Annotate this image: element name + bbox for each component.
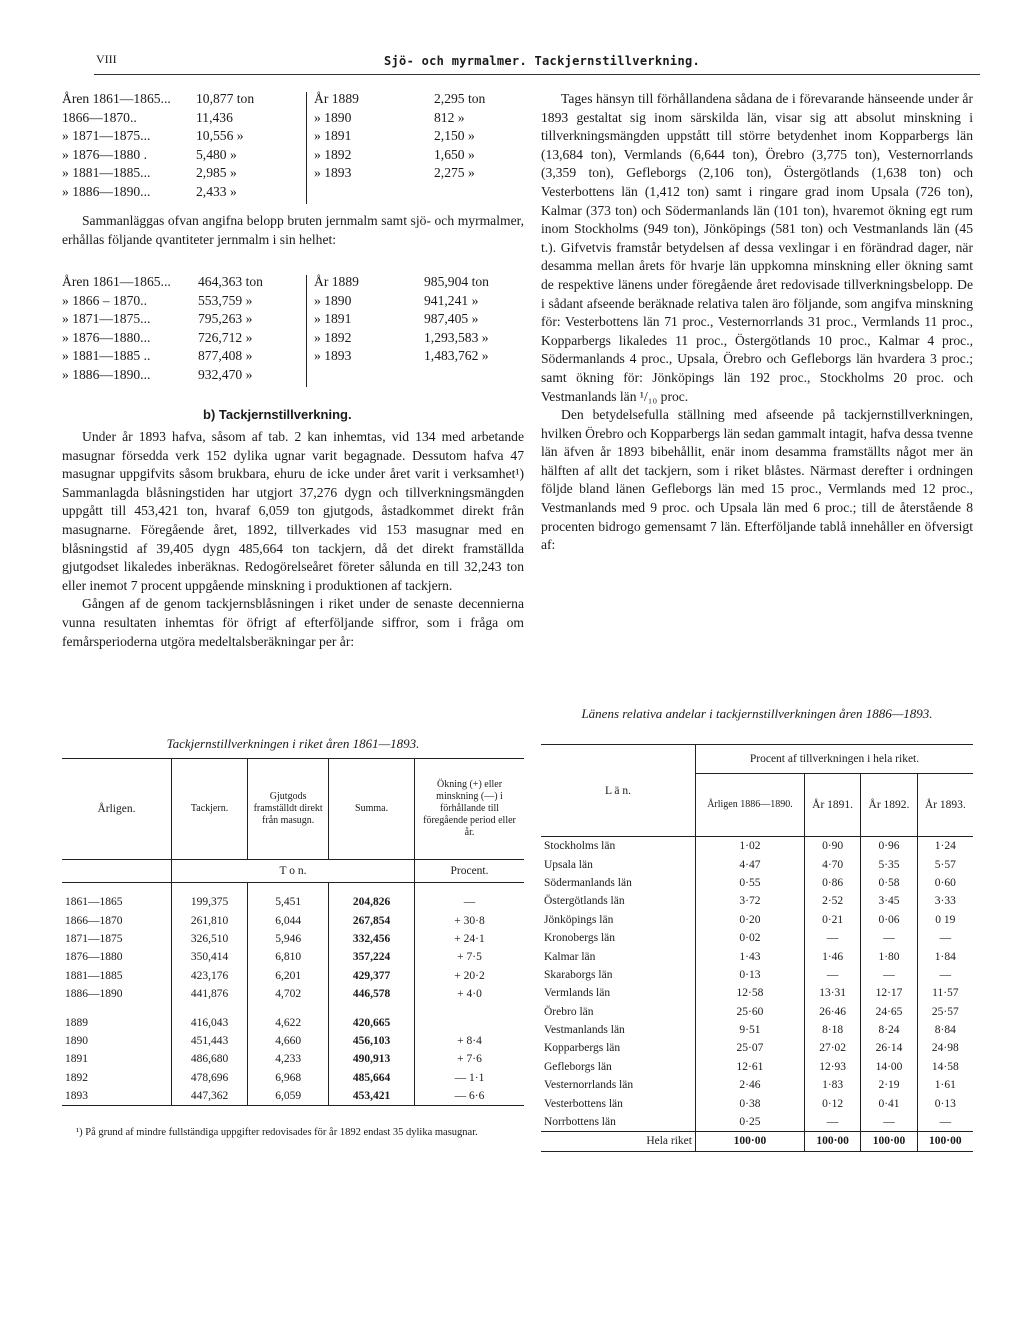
list-period: » 1881—1885 ..: [62, 348, 151, 364]
table-row: [62, 967, 524, 985]
list-value: 464,363 ton: [198, 274, 263, 289]
paragraph-text: Tages hänsyn till förhållandena sådana de i förevarande hänseende under år 1893 gestaltat sig inom särskilda län, visar sig att absolut minskning i tillverkningsmängden uppstått till större betydenhet inom Kopparbergs län (13,684 ton), Vermlands (6,644 ton), Örebro (3,775 ton), Vesternorrlands (3,359 ton), Gefleborgs (2,106 ton), Östergötlands (1,638 ton) och Vesterbottens län (1,412 ton) samt i ringare grad inom Upsala (726 ton), Kalmar (373 ton) och Södermanlands län (101 ton), hvaremot ökning egt rum inom Stockholms (949 ton), Jönköpings (581 ton) och Vestmanlands län (45 t.). Gifvetvis framstår betydelsen af dessa vexlingar i en förändrad dager, när desamma mellan årets för hvarje län uppkomna minskning eller ökning samt de respektive länens under föregående året redovisade tillverkningsbelopp. De i sådant afseende beräknade relativa talen äro följande, som angifva minskning för: Vesterbottens län 71 proc., Vesternorrlands 31 proc., Vermlands 11 proc., Kopparbergs likaledes 11 proc., Östergötlands 10 proc., Kalmar 4 proc., Södermanlands 4 proc., Upsala, Örebro och Gefleborgs län hvardera 3 proc.; samt ökning för: Jönköpings län 192 proc., Stockholms 20 proc. och Vestmanlands län ¹/₁₀ proc.: [541, 91, 973, 404]
paragraph-text: Gången af de genom tackjernsblåsningen i riket under de senaste decennierna vunna resultaten inhemtas för öfrigt af efterföljande siffror, som i fråga om femårsperioderna utgöra medeltalsberäkningar per år:: [62, 596, 524, 649]
table-cell: 1·24: [934, 840, 956, 853]
table-cell: 6,968: [248, 1069, 329, 1087]
table-cell: Vestmanlands län: [541, 1021, 696, 1039]
paragraph-text: Under år 1893 hafva, såsom af tab. 2 kan inhemtas, vid 134 med arbetande masugnar försedda verk 152 dylika ugnar varit begagnade. Dessutom hafva 47 masugnar uppgifvits såsom brukbara, ehuru de icke under året varit i verksamhet¹) Sammanlagda blåsningstiden har utgjort 37,276 dygn och tillverkningsmängden uppgått till 453,421 ton, hvaraf 6,059 ton gjutgods, åstadkommet direkt från masugnarne. Föregående året, 1892, tillverkades vid 153 masugnar med en blåsningstid af 39,405 dygn 485,664 ton tackjern, då det direkt framställda gjutgodset likaledes inberäknas. Redogörelseåret företer sålunda en till 32,243 ton eller inemot 7 procent uppgående minskning i produktionen af tackjern.: [62, 429, 524, 593]
table-cell: 5·57: [934, 858, 956, 871]
table-cell: Vesternorrlands län: [541, 1076, 696, 1094]
list-period: » 1876—1880 .: [62, 146, 147, 162]
table-cell: 420,665: [329, 1003, 415, 1031]
table-cell: 14·58: [931, 1060, 959, 1073]
table-row: [541, 947, 973, 965]
table-tackjern: [62, 758, 524, 1106]
table-row: [541, 1058, 973, 1076]
table-row: [62, 883, 524, 912]
table-cell: 4,660: [248, 1032, 329, 1050]
table-cell: —: [804, 966, 860, 984]
table-cell: Skaraborgs län: [541, 966, 696, 984]
table-row: [541, 1003, 973, 1021]
col-header: Årligen.: [62, 759, 171, 860]
table-cell: 332,456: [329, 930, 415, 948]
table-cell: 2·46: [696, 1076, 805, 1094]
table-cell: 1·61: [934, 1079, 956, 1092]
table-cell: Kopparbergs län: [541, 1039, 696, 1057]
list-value: 932,470 »: [198, 366, 253, 382]
paragraph-text: Den betydelsefulla ställning med afseende på tackjernstillverkningen, hvilken Örebro och Kopparbergs län sedan gammalt intagit, hafva dessa tvenne län äfven år 1893 bibehållit, enär inom desamma framställts något mer än hälften af allt det tackjern, som i riket blåstes. Närmast derefter i ordningen följde bland länen Gefleborgs län med 15 proc., Vermlands med 12 proc., Vestmanlands med 9 proc. och Upsala län med 6 proc.; till de återstående 8 procenten bidrogo gemensamt 7 län. Efterföljande tablå innehåller en öfversigt af:: [541, 407, 973, 553]
table-cell: [415, 1003, 524, 1031]
list-total-periods: [62, 273, 312, 385]
table-cell: 485,664: [329, 1069, 415, 1087]
table-cell: 2·19: [861, 1076, 917, 1094]
list-period: » 1881—1885...: [62, 165, 151, 181]
table-cell: —: [804, 929, 860, 947]
table-cell: Upsala län: [541, 855, 696, 873]
table-cell: 1893: [62, 1087, 171, 1106]
table-row: [62, 1050, 524, 1068]
list-period: 1866—1870..: [62, 109, 137, 125]
list-period: » 1891: [314, 128, 352, 144]
table-row: [541, 1113, 973, 1132]
table-cell: Vermlands län: [541, 984, 696, 1002]
table-cell: 1881—1885: [62, 967, 171, 985]
list-item: [62, 90, 302, 109]
table-cell: 25·57: [931, 1005, 959, 1018]
list-item: [62, 164, 302, 183]
table-cell: 1871—1875: [62, 930, 171, 948]
col-header: År 1891.: [804, 774, 860, 837]
list-malm-periods: [62, 90, 302, 202]
table-cell: 25·60: [696, 1003, 805, 1021]
table-cell: + 4·0: [457, 988, 482, 1001]
list-item: [62, 292, 312, 311]
table-row: [62, 1032, 524, 1050]
table-cell: 4·47: [696, 855, 805, 873]
table-cell: 8·84: [934, 1024, 956, 1037]
paragraph-text: Sammanläggas ofvan angifna belopp bruten jernmalm samt sjö- och myrmalmer, erhållas följande qvantiteter jernmalm i sin helhet:: [62, 213, 524, 247]
col-header: Ökning (+) eller minskning (—) i förhållande till föregående period eller år.: [423, 779, 516, 838]
list-item: [62, 310, 312, 329]
table-cell: 1861—1865: [62, 883, 171, 912]
table-cell: 486,680: [171, 1050, 247, 1068]
table-cell: 0·13: [696, 966, 805, 984]
list-period: » 1893: [314, 165, 352, 181]
list-period: » 1866 – 1870..: [62, 292, 147, 308]
paragraph-right: [541, 90, 973, 555]
table-cell: 1866—1870: [62, 911, 171, 929]
list-value: 812 »: [434, 109, 465, 125]
list-value: 10,556 »: [196, 128, 244, 144]
table-cell: 3·72: [696, 892, 805, 910]
table-cell: 1889: [62, 1003, 171, 1031]
list-period: » 1876—1880...: [62, 329, 151, 345]
table-row: [541, 984, 973, 1002]
table-cell: 27·02: [804, 1039, 860, 1057]
table-cell: 350,414: [171, 948, 247, 966]
table-cell: 0·38: [696, 1094, 805, 1112]
table-cell: 453,421: [329, 1087, 415, 1106]
running-header: Sjö- och myrmalmer. Tackjernstillverkning.: [384, 54, 701, 68]
table-cell: 441,876: [171, 985, 247, 1003]
table-cell: Kronobergs län: [541, 929, 696, 947]
table-cell: 0·21: [804, 911, 860, 929]
table-row: [62, 911, 524, 929]
table-cell: 1·84: [934, 950, 956, 963]
table-cell: Stockholms län: [541, 837, 696, 856]
table-cell: 1·43: [696, 947, 805, 965]
table-cell: 12·58: [696, 984, 805, 1002]
table-cell: 1892: [62, 1069, 171, 1087]
table-row: [541, 1021, 973, 1039]
table-row: [541, 1094, 973, 1112]
list-item: [62, 127, 302, 146]
table-cell: —: [939, 932, 952, 945]
table-cell: 1876—1880: [62, 948, 171, 966]
list-value: 941,241 »: [424, 292, 479, 308]
table-cell: + 7·5: [457, 951, 482, 964]
section-heading: b) Tackjernstillverkning.: [203, 407, 352, 422]
table-cell: 416,043: [171, 1003, 247, 1031]
table-cell: Norrbottens län: [541, 1113, 696, 1132]
table-cell: 13·31: [804, 984, 860, 1002]
table-cell: 204,826: [329, 883, 415, 912]
paragraph-sammanlaggas: [62, 212, 524, 249]
table-cell: 429,377: [329, 967, 415, 985]
list-malm-years: [314, 90, 524, 183]
table-cell: Gefleborgs län: [541, 1058, 696, 1076]
list-period: » 1890: [314, 109, 352, 125]
table-row: [541, 966, 973, 984]
table-cell: 4,702: [248, 985, 329, 1003]
list-period: » 1886—1890...: [62, 183, 151, 199]
list-item: [62, 183, 302, 202]
group-header: Procent af tillverkningen i hela riket.: [749, 753, 920, 765]
table-total-row: [541, 1132, 973, 1151]
table-row: [541, 892, 973, 910]
list-item: [62, 366, 312, 385]
col-header-lan: L ä n.: [541, 745, 696, 837]
table-row: [541, 1039, 973, 1057]
table-cell: 2·52: [804, 892, 860, 910]
table-cell: 447,362: [171, 1087, 247, 1106]
table-cell: 456,103: [329, 1032, 415, 1050]
list-item: [314, 347, 524, 366]
list-value: 877,408 »: [198, 348, 253, 364]
table-cell: Vesterbottens län: [541, 1094, 696, 1112]
table-row: [541, 874, 973, 892]
list-value: 2,433 »: [196, 183, 237, 199]
list-item: [314, 164, 524, 183]
list-period: Åren 1861—1865...: [62, 91, 171, 106]
table-cell: 0·41: [861, 1094, 917, 1112]
table-cell: 12·61: [696, 1058, 805, 1076]
table-row: [541, 1076, 973, 1094]
table-cell: 6,201: [248, 967, 329, 985]
table-cell: + 30·8: [454, 914, 485, 927]
table-cell: 5·35: [861, 855, 917, 873]
table-cell: 6,810: [248, 948, 329, 966]
paragraph-tackjern: [62, 428, 524, 651]
table-cell: 0·13: [934, 1097, 956, 1110]
table-cell: 0·55: [696, 874, 805, 892]
table-cell: 14·00: [861, 1058, 917, 1076]
list-item: [62, 347, 312, 366]
table-cell: —: [939, 1116, 952, 1129]
table-cell: 11·57: [932, 987, 959, 1000]
list-value: 553,759 »: [198, 292, 253, 308]
list-period: År 1889: [314, 91, 359, 106]
list-item: [314, 109, 524, 128]
table-cell: + 20·2: [454, 969, 485, 982]
table-cell: 5,946: [248, 930, 329, 948]
table-cell: 0·25: [696, 1113, 805, 1132]
unit-ton: T o n.: [171, 860, 414, 883]
table-cell: 0 19: [935, 913, 956, 926]
table-cell: —: [463, 896, 476, 909]
list-value: 2,295 ton: [434, 91, 486, 106]
list-item: [62, 146, 302, 165]
list-value: 1,650 »: [434, 146, 475, 162]
table-cell: Östergötlands län: [541, 892, 696, 910]
table-cell: Örebro län: [541, 1003, 696, 1021]
table-cell: 478,696: [171, 1069, 247, 1087]
list-value: 5,480 »: [196, 146, 237, 162]
list-value: 985,904 ton: [424, 274, 489, 289]
list-value: 10,877 ton: [196, 91, 255, 106]
col-header: Summa.: [329, 759, 415, 860]
col-header: År 1893.: [917, 774, 973, 837]
table-cell: 3·33: [934, 895, 956, 908]
list-period: År 1889: [314, 274, 359, 289]
table-cell: 423,176: [171, 967, 247, 985]
list-value: 987,405 »: [424, 311, 479, 327]
table-cell: 326,510: [171, 930, 247, 948]
table-cell: 26·14: [861, 1039, 917, 1057]
table-row: [541, 837, 973, 856]
table-cell: 0·20: [696, 911, 805, 929]
total-cell: 100·00: [696, 1132, 805, 1151]
table-cell: 12·93: [804, 1058, 860, 1076]
table-cell: Södermanlands län: [541, 874, 696, 892]
table-cell: + 24·1: [454, 932, 485, 945]
list-item: [314, 146, 524, 165]
table-row: [541, 911, 973, 929]
table-cell: 1·46: [804, 947, 860, 965]
table-cell: —: [861, 966, 917, 984]
table-row: [62, 948, 524, 966]
table-cell: 1·80: [861, 947, 917, 965]
table-cell: — 6·6: [454, 1090, 485, 1103]
list-value: 2,985 »: [196, 165, 237, 181]
table-cell: 24·98: [931, 1042, 959, 1055]
list-period: » 1892: [314, 146, 352, 162]
list-period: » 1893: [314, 348, 352, 364]
list-period: » 1891: [314, 311, 352, 327]
table-cell: 199,375: [171, 883, 247, 912]
table-cell: Jönköpings län: [541, 911, 696, 929]
col-header: Tackjern.: [171, 759, 247, 860]
col-header: Årligen 1886—1890.: [696, 774, 805, 837]
list-item: [314, 127, 524, 146]
table-cell: 0·12: [804, 1094, 860, 1112]
list-item: [62, 273, 312, 292]
table-cell: 0·06: [861, 911, 917, 929]
table-cell: + 7·6: [457, 1053, 482, 1066]
table-row: [62, 1003, 524, 1031]
unit-procent: Procent.: [450, 865, 489, 877]
table-cell: 5,451: [248, 883, 329, 912]
table-cell: 1·02: [696, 837, 805, 856]
list-period: » 1871—1875...: [62, 311, 151, 327]
table-cell: 0·58: [861, 874, 917, 892]
total-cell: 100·00: [861, 1132, 917, 1151]
list-item: [314, 310, 524, 329]
table-cell: 12·17: [861, 984, 917, 1002]
table2-caption: Länens relativa andelar i tackjernstillverkningen åren 1886—1893.: [581, 706, 933, 721]
table-cell: 26·46: [804, 1003, 860, 1021]
table-cell: 0·02: [696, 929, 805, 947]
table-cell: —: [804, 1113, 860, 1132]
table-cell: 1891: [62, 1050, 171, 1068]
table-cell: 24·65: [861, 1003, 917, 1021]
list-value: 2,150 »: [434, 128, 475, 144]
table-cell: 6,044: [248, 911, 329, 929]
page-number: VIII: [96, 52, 117, 66]
table-row: [62, 985, 524, 1003]
list-period: » 1890: [314, 292, 352, 308]
table-cell: —: [861, 929, 917, 947]
table-cell: 0·86: [804, 874, 860, 892]
header-rule: [94, 74, 980, 75]
list-period: » 1871—1875...: [62, 128, 151, 144]
table-row: [62, 1069, 524, 1087]
list-divider: [306, 275, 307, 387]
table-row: [541, 929, 973, 947]
total-cell: Hela riket: [541, 1132, 696, 1151]
table-cell: 0·60: [934, 876, 956, 889]
table-cell: —: [939, 968, 952, 981]
list-item: [314, 292, 524, 311]
list-period: » 1892: [314, 329, 352, 345]
table-cell: 357,224: [329, 948, 415, 966]
list-item: [314, 273, 524, 292]
list-value: 1,483,762 »: [424, 348, 489, 364]
table-cell: 1·83: [804, 1076, 860, 1094]
table-row: [541, 855, 973, 873]
list-divider: [306, 92, 307, 204]
table-cell: 446,578: [329, 985, 415, 1003]
list-total-years: [314, 273, 524, 366]
table-row: [62, 1087, 524, 1106]
table-cell: 4,233: [248, 1050, 329, 1068]
table-cell: 0·96: [861, 837, 917, 856]
total-cell: 100·00: [804, 1132, 860, 1151]
table-cell: 1890: [62, 1032, 171, 1050]
table-cell: 1886—1890: [62, 985, 171, 1003]
list-item: [314, 329, 524, 348]
table-cell: 4,622: [248, 1003, 329, 1031]
table-cell: 451,443: [171, 1032, 247, 1050]
total-cell: 100·00: [929, 1135, 962, 1148]
table-cell: 25·07: [696, 1039, 805, 1057]
table-cell: 4·70: [804, 855, 860, 873]
table-cell: 261,810: [171, 911, 247, 929]
list-item: [62, 329, 312, 348]
col-header: År 1892.: [861, 774, 917, 837]
list-period: Åren 1861—1865...: [62, 274, 171, 289]
table-cell: —: [861, 1113, 917, 1132]
footnote: ¹) På grund af mindre fullständiga uppgifter redovisades för år 1892 endast 35 dylika masugnar.: [76, 1127, 478, 1138]
table-cell: — 1·1: [454, 1071, 485, 1084]
list-value: 795,263 »: [198, 311, 253, 327]
list-value: 11,436: [196, 109, 233, 125]
table-cell: 490,913: [329, 1050, 415, 1068]
table-cell: 9·51: [696, 1021, 805, 1039]
list-period: » 1886—1890...: [62, 366, 151, 382]
table-cell: 267,854: [329, 911, 415, 929]
list-value: 1,293,583 »: [424, 329, 489, 345]
list-value: 2,275 »: [434, 165, 475, 181]
table-cell: 3·45: [861, 892, 917, 910]
table-cell: + 8·4: [457, 1034, 482, 1047]
table1-caption: Tackjernstillverkningen i riket åren 1861—1893.: [166, 736, 420, 751]
list-value: 726,712 »: [198, 329, 253, 345]
table-lan: [541, 744, 973, 1152]
table-row: [62, 930, 524, 948]
list-item: [314, 90, 524, 109]
list-item: [62, 109, 302, 128]
table-cell: 0·90: [804, 837, 860, 856]
table-cell: Kalmar län: [541, 947, 696, 965]
table-cell: 6,059: [248, 1087, 329, 1106]
table-cell: 8·18: [804, 1021, 860, 1039]
col-header: Gjutgods framställdt direkt från masugn.: [248, 759, 329, 860]
table-cell: 8·24: [861, 1021, 917, 1039]
